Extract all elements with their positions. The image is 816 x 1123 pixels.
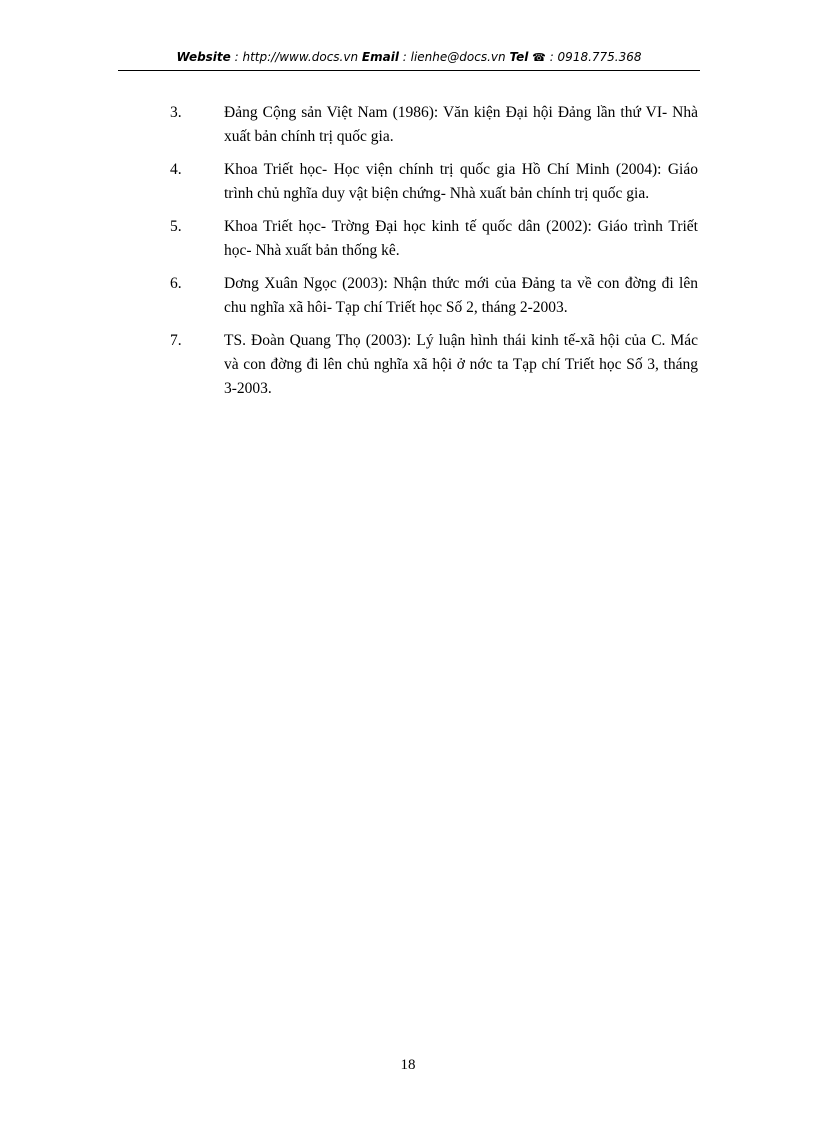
- reference-list: [170, 101, 698, 410]
- reference-text: TS. Đoàn Quang Thọ (2003): Lý luận hình thái kinh tế-xã hội của C. Mác và con đờng đi lên chủ nghĩa xã hội ở nớc ta Tạp chí Triết học Số 3, tháng 3-2003.: [224, 332, 698, 397]
- reference-number: 5.: [170, 218, 182, 235]
- reference-item: [170, 272, 698, 320]
- reference-text: Khoa Triết học- Trờng Đại học kinh tế quốc dân (2002): Giáo trình Triết học- Nhà xuất bản thống kê.: [224, 218, 698, 259]
- reference-text: Đảng Cộng sản Việt Nam (1986): Văn kiện Đại hội Đảng lần thứ VI- Nhà xuất bản chính trị quốc gia.: [224, 104, 698, 145]
- reference-number: 3.: [170, 104, 182, 121]
- phone-icon: ☎: [532, 51, 546, 64]
- reference-item: [170, 329, 698, 401]
- tel-number: : 0918.775.368: [549, 50, 642, 64]
- page-number: 18: [400, 1057, 416, 1073]
- reference-number: 6.: [170, 275, 182, 292]
- email-label: Email: [361, 50, 399, 64]
- reference-text: Khoa Triết học- Học viện chính trị quốc gia Hồ Chí Minh (2004): Giáo trình chủ nghĩa duy vật biện chứng- Nhà xuất bản chính trị quốc gia.: [224, 161, 698, 202]
- email-address: : lienhe@docs.vn: [402, 50, 506, 64]
- website-url: : http://www.docs.vn: [234, 50, 359, 64]
- page-header: [118, 50, 700, 64]
- header-divider: [118, 70, 700, 71]
- website-label: Website: [176, 50, 231, 64]
- reference-item: [170, 158, 698, 206]
- reference-number: 4.: [170, 161, 182, 178]
- reference-number: 7.: [170, 332, 182, 349]
- reference-item: [170, 215, 698, 263]
- reference-text: Dơng Xuân Ngọc (2003): Nhận thức mới của Đảng ta về con đờng đi lên chu nghĩa xã hôi- Tạp chí Triết học Số 2, tháng 2-2003.: [224, 275, 698, 316]
- reference-item: [170, 101, 698, 149]
- tel-label: Tel: [509, 50, 529, 64]
